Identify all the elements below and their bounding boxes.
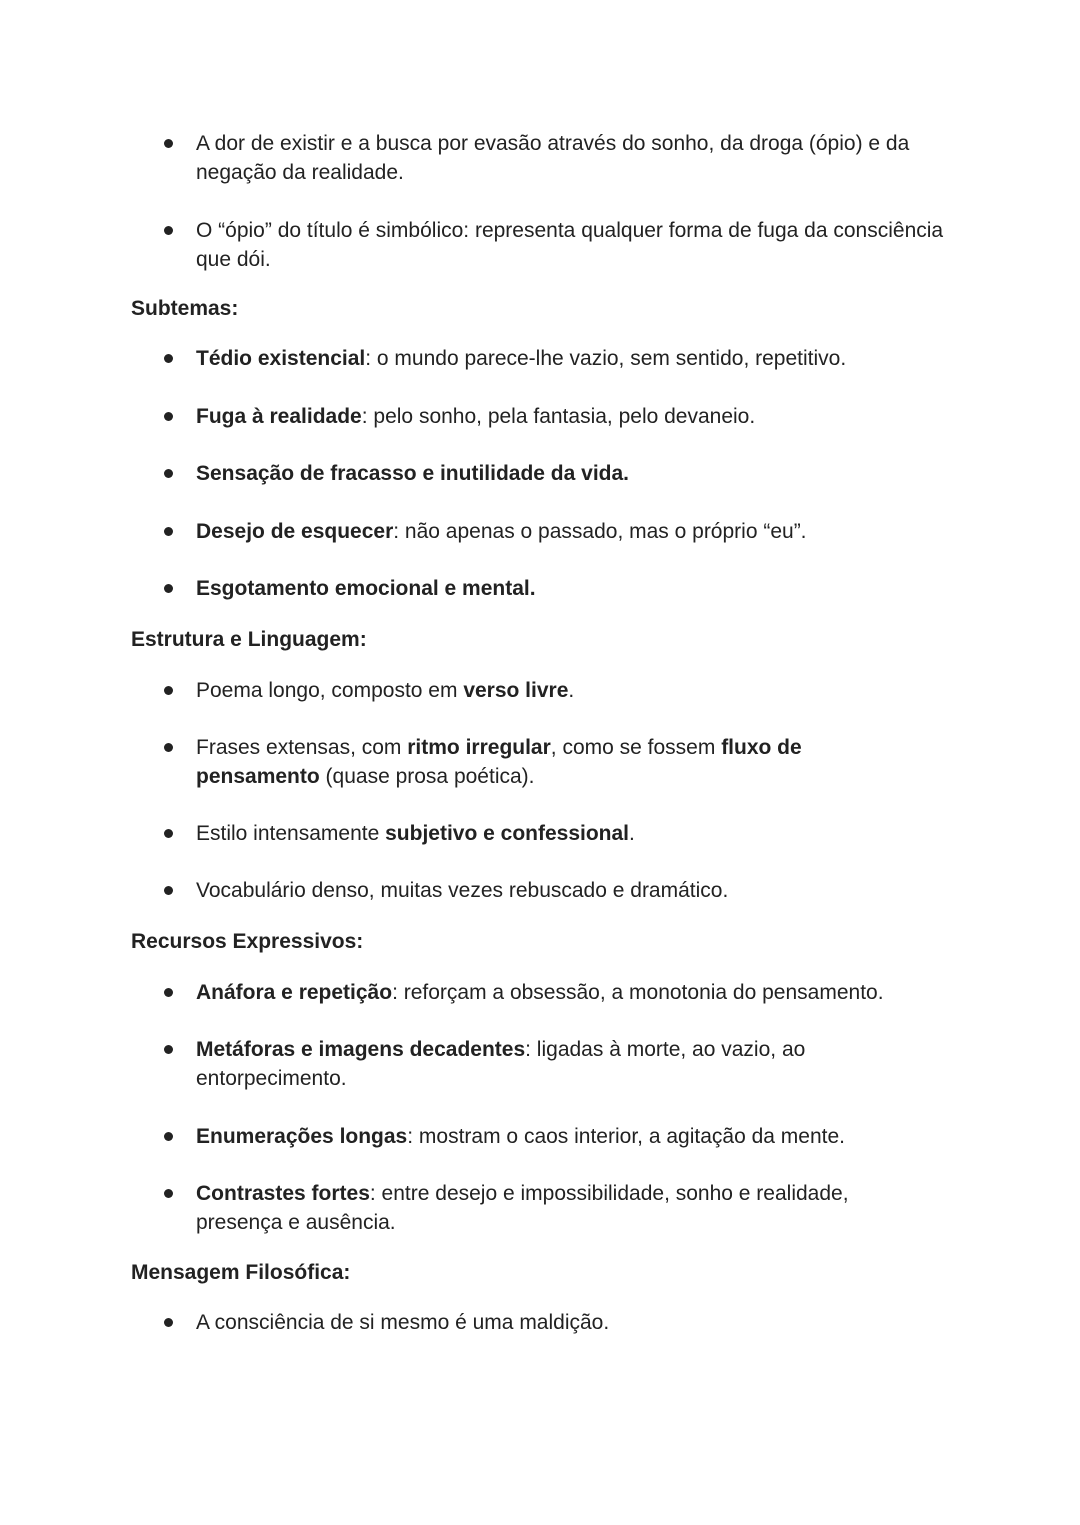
list-item: Desejo de esquecer: não apenas o passado, mas o próprio “eu”.: [196, 517, 956, 546]
bullet-icon: [164, 226, 173, 235]
bullet-icon: [164, 743, 173, 752]
bullet-icon: [164, 886, 173, 895]
bullet-icon: [164, 469, 173, 478]
bullet-icon: [164, 527, 173, 536]
list-item: Vocabulário denso, muitas vezes rebuscado e dramático.: [196, 876, 956, 905]
list-item: Frases extensas, com ritmo irregular, como se fossem fluxo de pensamento (quase prosa poética).: [196, 733, 856, 791]
list-item: Anáfora e repetição: reforçam a obsessão, a monotonia do pensamento.: [196, 978, 956, 1007]
bullet-icon: [164, 412, 173, 421]
bullet-icon: [164, 829, 173, 838]
list-item: O “ópio” do título é simbólico: representa qualquer forma de fuga da consciência que dói.: [196, 216, 956, 274]
list-item: Esgotamento emocional e mental.: [196, 574, 956, 603]
bullet-icon: [164, 1132, 173, 1141]
section-heading-subtemas: Subtemas:: [131, 297, 239, 320]
list-item: Sensação de fracasso e inutilidade da vida.: [196, 459, 956, 488]
list-item: Fuga à realidade: pelo sonho, pela fantasia, pelo devaneio.: [196, 402, 956, 431]
list-item: Tédio existencial: o mundo parece-lhe vazio, sem sentido, repetitivo.: [196, 344, 956, 373]
list-item: Estilo intensamente subjetivo e confessional.: [196, 819, 956, 848]
section-heading-estrutura: Estrutura e Linguagem:: [131, 628, 367, 651]
section-heading-mensagem: Mensagem Filosófica:: [131, 1261, 351, 1284]
bullet-icon: [164, 1318, 173, 1327]
list-item: A consciência de si mesmo é uma maldição.: [196, 1308, 956, 1337]
section-heading-recursos: Recursos Expressivos:: [131, 930, 364, 953]
bullet-icon: [164, 686, 173, 695]
list-item: Enumerações longas: mostram o caos interior, a agitação da mente.: [196, 1122, 956, 1151]
list-item: Metáforas e imagens decadentes: ligadas à morte, ao vazio, ao entorpecimento.: [196, 1035, 876, 1093]
bullet-icon: [164, 354, 173, 363]
bullet-icon: [164, 584, 173, 593]
bullet-icon: [164, 988, 173, 997]
bullet-icon: [164, 1189, 173, 1198]
list-item: Poema longo, composto em verso livre.: [196, 676, 956, 705]
list-item: Contrastes fortes: entre desejo e impossibilidade, sonho e realidade, presença e ausência.: [196, 1179, 896, 1237]
list-item: A dor de existir e a busca por evasão através do sonho, da droga (ópio) e da negação da realidade.: [196, 129, 956, 187]
bullet-icon: [164, 139, 173, 148]
bullet-icon: [164, 1045, 173, 1054]
